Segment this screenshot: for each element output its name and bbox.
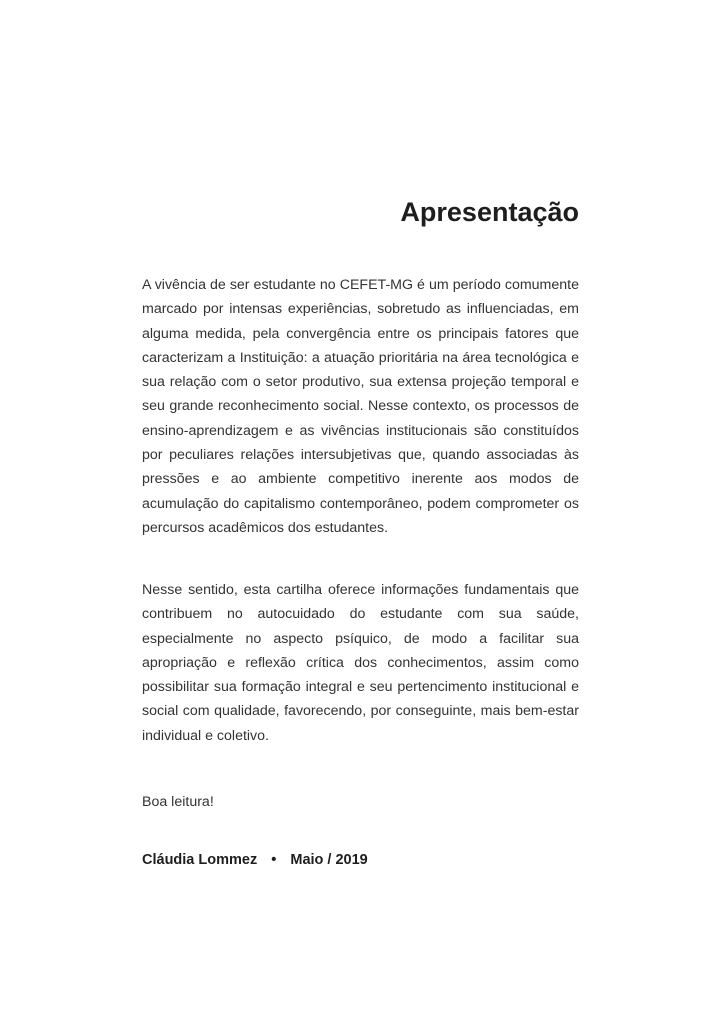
closing-line: Boa leitura! — [142, 794, 214, 810]
signature — [142, 848, 368, 872]
author-name: Cláudia Lommez — [142, 852, 258, 868]
bullet-separator: • — [271, 852, 277, 868]
signature-date: Maio / 2019 — [290, 852, 368, 868]
intro-paragraph: A vivência de ser estudante no CEFET-MG é um período comumente marcado por intensas experiências, sobretudo as influenciadas, em alguma medida, pela convergência entre os principais fatores que caracterizam a Instituição: a atuação prioritária na área tecnológica e sua relação com o setor produtivo, sua extensa projeção temporal e seu grande reconhecimento social. Nesse contexto, os processos de ensino-aprendizagem e as vivências institucionais são constituídos por peculiares relações intersubjetivas que, quando associadas às pressões e ao ambiente competitivo inerente aos modos de acumulação do capitalismo contemporâneo, podem comprometer os percursos acadêmicos dos estudantes. — [142, 277, 579, 536]
purpose-paragraph: Nesse sentido, esta cartilha oferece informações fundamentais que contribuem no autocuidado do estudante com sua saúde, especialmente no aspecto psíquico, de modo a facilitar sua apropriação e reflexão crítica dos conhecimentos, assim como possibilitar sua formação integral e seu pertencimento institucional e social com qualidade, favorecendo, por conseguinte, mais bem-estar individual e coletivo. — [142, 582, 579, 744]
page-title: Apresentação — [400, 197, 579, 227]
